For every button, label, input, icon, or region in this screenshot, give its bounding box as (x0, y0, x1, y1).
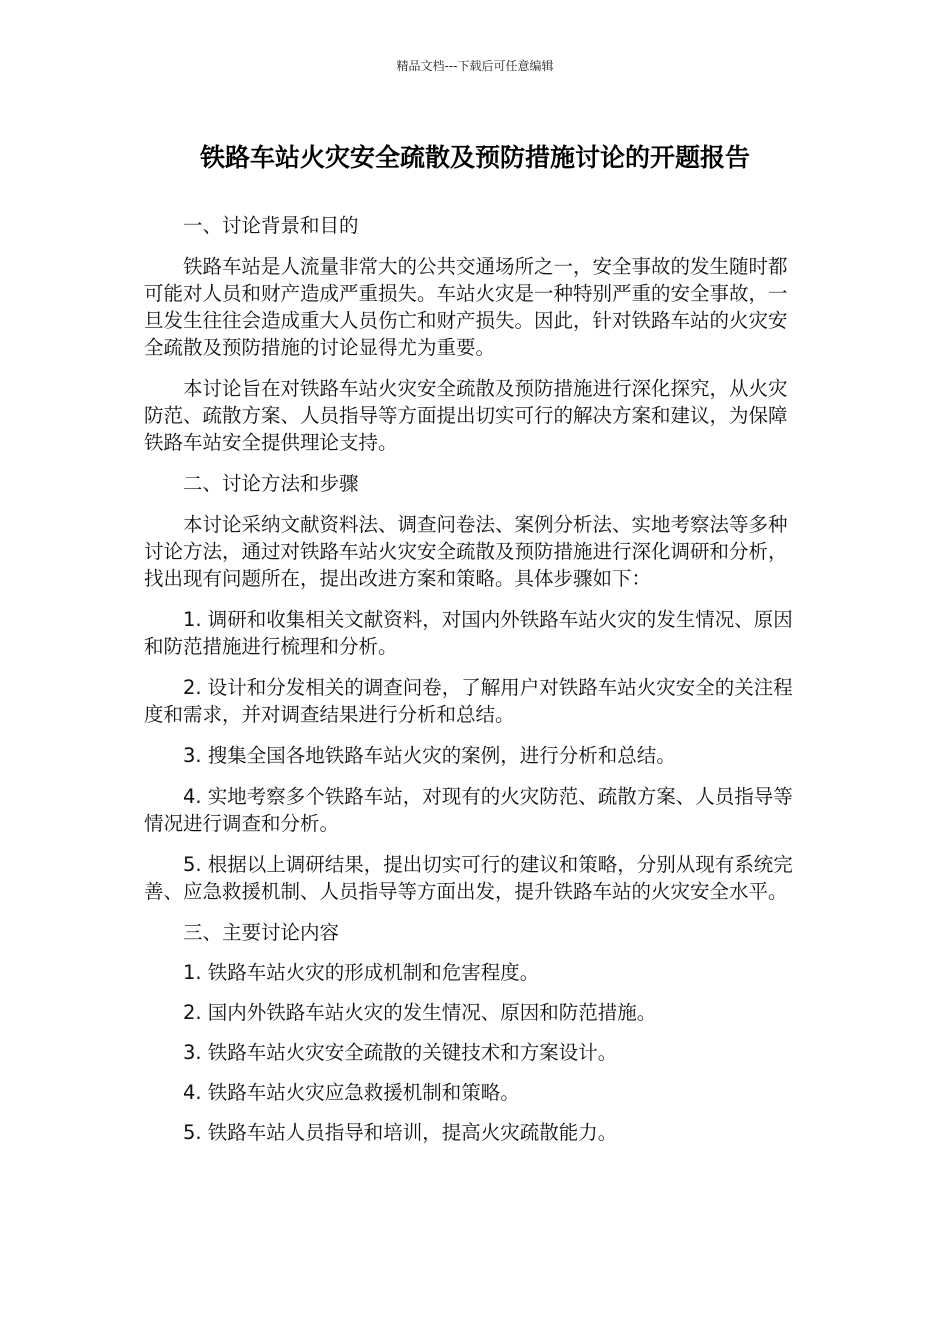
section-heading-1: 一、讨论背景和目的 (183, 214, 359, 237)
step-item-2: 2. 设计和分发相关的调查问卷，了解用户对铁路车站火灾安全的关注程度和需求，并对调查结果进行分析和总结。 (144, 676, 793, 726)
step-item-4: 4. 实地考察多个铁路车站，对现有的火灾防范、疏散方案、人员指导等情况进行调查和分析。 (144, 785, 793, 835)
header-note: 精品文档---下载后可任意编辑 (396, 59, 554, 73)
section-heading-2: 二、讨论方法和步骤 (183, 472, 359, 495)
step-item-1: 1. 调研和收集相关文献资料，对国内外铁路车站火灾的发生情况、原因和防范措施进行梳理和分析。 (144, 608, 793, 658)
content-item-5: 5. 铁路车站人员指导和培训，提高火灾疏散能力。 (183, 1121, 618, 1144)
step-item-3: 3. 搜集全国各地铁路车站火灾的案例，进行分析和总结。 (183, 744, 676, 767)
document-title: 铁路车站火灾安全疏散及预防措施讨论的开题报告 (199, 143, 750, 172)
content-item-2: 2. 国内外铁路车站火灾的发生情况、原因和防范措施。 (183, 1001, 657, 1024)
content-item-1: 1. 铁路车站火灾的形成机制和危害程度。 (183, 961, 540, 984)
paragraph-background: 铁路车站是人流量非常大的公共交通场所之一，安全事故的发生随时都可能对人员和财产造成严重损失。车站火灾是一种特别严重的安全事故，一旦发生往往会造成重大人员伤亡和财产损失。因此，针对铁路车站的火灾安全疏散及预防措施的讨论显得尤为重要。 (144, 255, 788, 359)
paragraph-purpose: 本讨论旨在对铁路车站火灾安全疏散及预防措施进行深化探究，从火灾防范、疏散方案、人员指导等方面提出切实可行的解决方案和建议，为保障铁路车站安全提供理论支持。 (144, 377, 788, 454)
paragraph-methods: 本讨论采纳文献资料法、调查问卷法、案例分析法、实地考察法等多种讨论方法，通过对铁路车站火灾安全疏散及预防措施进行深化调研和分析，找出现有问题所在，提出改进方案和策略。具体步骤如下： (144, 513, 788, 590)
step-item-5: 5. 根据以上调研结果，提出切实可行的建议和策略，分别从现有系统完善、应急救援机制、人员指导等方面出发，提升铁路车站的火灾安全水平。 (144, 853, 793, 903)
content-item-3: 3. 铁路车站火灾安全疏散的关键技术和方案设计。 (183, 1041, 618, 1064)
content-item-4: 4. 铁路车站火灾应急救援机制和策略。 (183, 1081, 520, 1104)
section-heading-3: 三、主要讨论内容 (183, 921, 340, 944)
document-body (144, 212, 800, 1146)
